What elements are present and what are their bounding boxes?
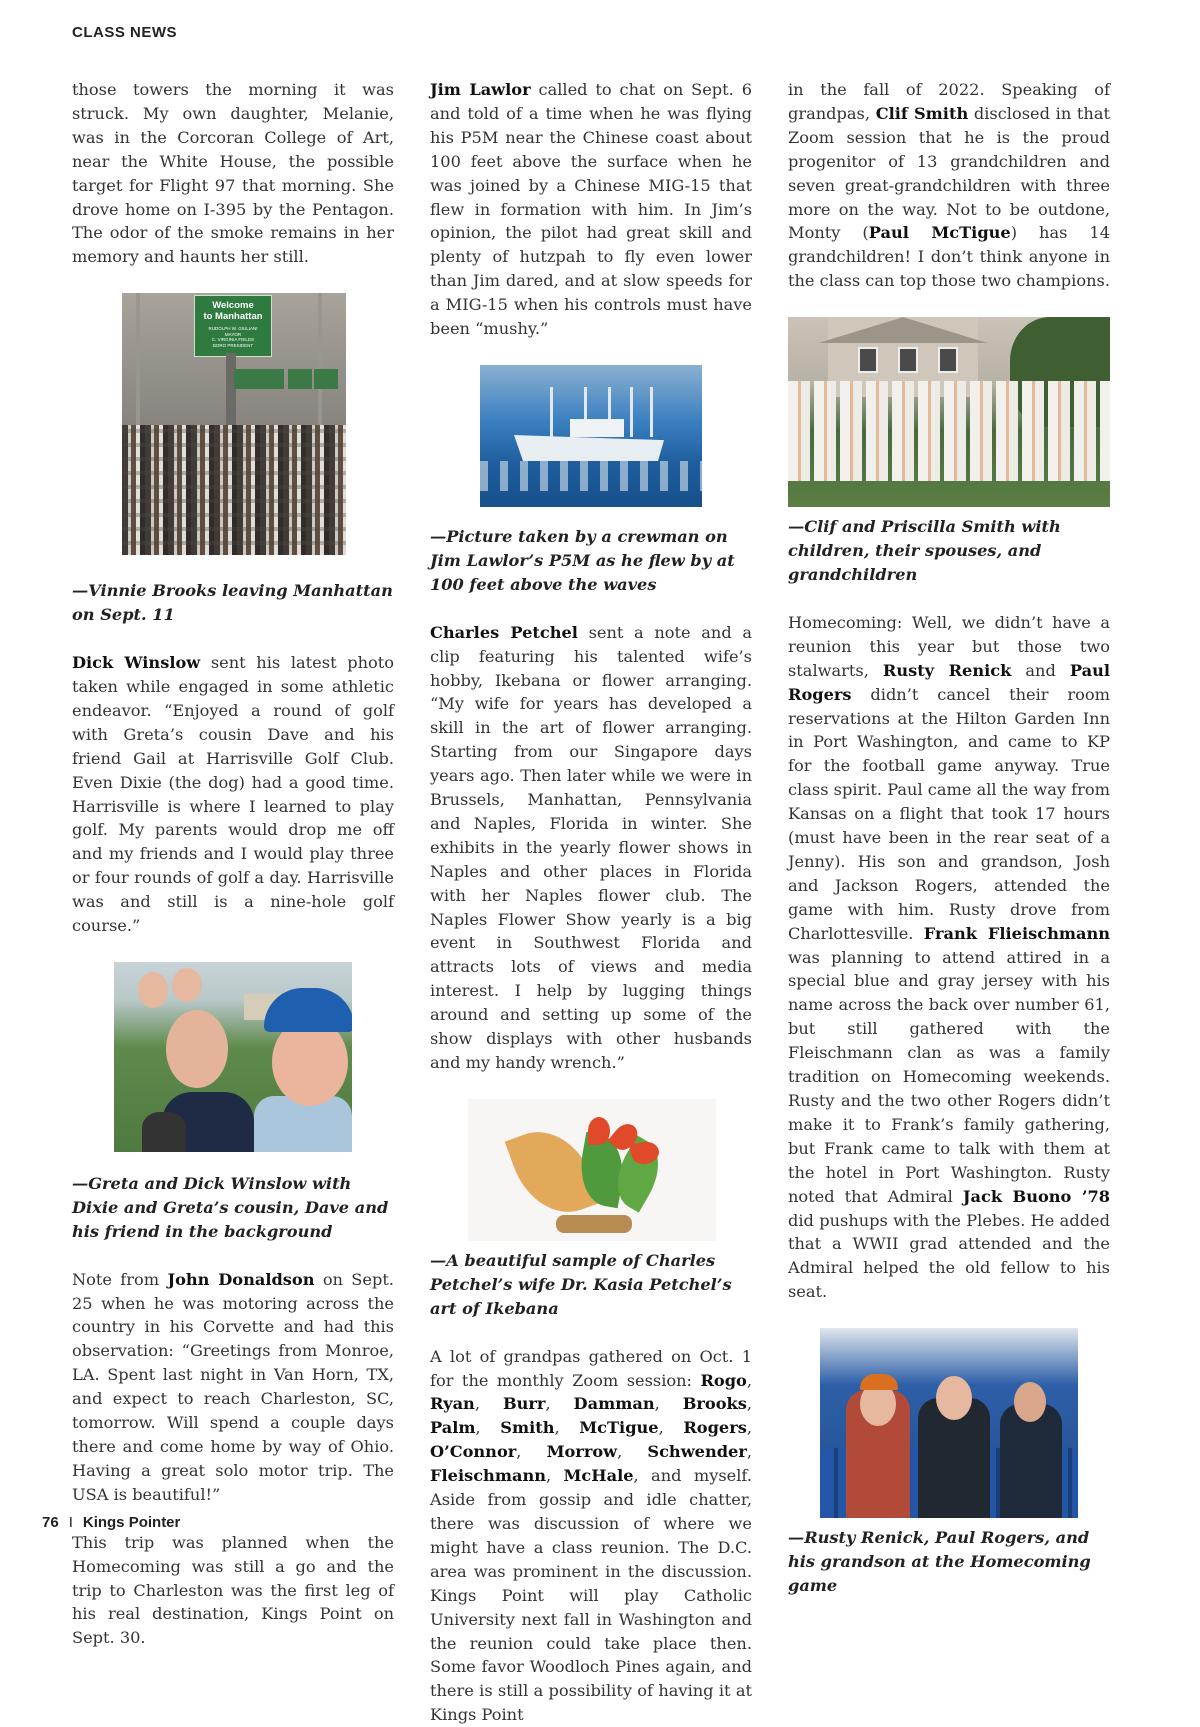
paragraph-text: didn’t cancel their room reservations at the Hilton Garden Inn in Port Washington, and came to KP for the football game anyway. True class spirit. Paul came all the way from Kansas on a flight that took 17 hours (must have been in the rear seat of a Jenny). His son and grandson, Josh and Jackson Rogers, attended the game with him. Rusty drove from Charlottesville. bbox=[788, 684, 1110, 943]
orange-cap bbox=[860, 1374, 898, 1390]
person-name: Dick Winslow bbox=[72, 653, 201, 673]
person-name: Jim Lawlor bbox=[430, 80, 531, 99]
crowd-shading bbox=[122, 425, 346, 555]
column-3 bbox=[788, 78, 1110, 1598]
photo-caption: —Picture taken by a crewman on Jim Lawlor’s P5M as he flew by at 100 feet above the waves bbox=[430, 526, 735, 594]
person-name: John Donaldson bbox=[167, 1269, 315, 1289]
person-name: Schwender bbox=[647, 1442, 747, 1462]
sign-small-line: MAYOR bbox=[224, 331, 242, 337]
person-name: Palm bbox=[430, 1418, 476, 1438]
dog bbox=[142, 1112, 186, 1152]
column-1 bbox=[72, 78, 394, 1650]
paragraph-text: sent a note and a clip featuring his talented wife’s hobby, Ikebana or flower arranging. “My wife for years has developed a skill in the art of flower arranging. Starting from our Singapore days years ago. Then later while we were in Brussels, Manhattan, Pennsylvania and Naples, Florida in winter. She exhibits in the yearly flower shows in Naples and other places in Florida with her Naples flower club. The Naples Flower Show yearly is a big event in Southwest Florida and attracts lots of views and media interest. I help by lugging things around and setting up some of the show displays with other husbands and my handy wrench.” bbox=[430, 622, 752, 1072]
paragraph bbox=[788, 611, 1110, 1304]
paragraph bbox=[430, 78, 752, 341]
paragraph-text: did pushups with the Plebes. He added that a WWII grad attended and the Admiral helped the old fellow to his seat. bbox=[788, 1210, 1110, 1302]
paragraph bbox=[430, 621, 752, 1075]
window bbox=[898, 347, 918, 373]
person-name: Ryan bbox=[430, 1394, 475, 1414]
person-name: Paul Rogers bbox=[788, 660, 1110, 704]
photo-ship bbox=[480, 365, 702, 507]
paragraph-text: ) has 14 grandchildren! I don’t think anyone in the class can top those two champions. bbox=[788, 223, 1111, 291]
publication-name: Kings Pointer bbox=[82, 1514, 181, 1531]
section-header: CLASS NEWS bbox=[72, 24, 178, 41]
paragraph: A lot of grandpas gathered on Oct. 1 for the monthly Zoom session: Rogo, Ryan, Burr, Damman, Brooks, Palm, Smith, McTigue, Rogers, O’Connor, Morrow, Schwender, Fleischmann, McHale, and myself. Aside from gossip and idle chatter, there was discussion of where we might have a class reunion. The D.C. area was prominent in the discussion. Kings Point will play Catholic University next fall in Washington and the reunion could take place then. Some favor Woodloch Pines again, and there is still a possibility of having it at Kings Point bbox=[430, 1346, 753, 1725]
person-head bbox=[1014, 1382, 1046, 1422]
photo-bridge-crowd bbox=[122, 293, 346, 555]
paragraph-text: Homecoming: Well, we didn’t have a reunion this year but those two stalwarts, bbox=[788, 612, 1110, 680]
person-name: Smith bbox=[500, 1418, 555, 1438]
paragraph: This trip was planned when the Homecoming was still a go and the trip to Charleston was the first leg of his real destination, Kings Point on Sept. 30. bbox=[72, 1532, 394, 1648]
paragraph-text: sent his latest photo taken while engaged in some athletic endeavor. “Enjoyed a round of golf with Greta’s cousin Dave and his friend Gail at Harrisville Golf Club. Even Dixie (the dog) had a good time. Harrisville is where I learned to play golf. My parents would drop me off and my friends and I would play three or four rounds of golf a day. Harrisville was and still is a nine-hole golf course.” bbox=[72, 653, 394, 936]
person-name: Rogo bbox=[700, 1370, 747, 1390]
photo-homecoming-game bbox=[820, 1328, 1078, 1518]
paragraph-text: on Sept. 25 when he was motoring across the country in his Corvette and had this observation: “Greetings from Monroe, LA. Spent last night in Van Horn, TX, and expect to reach Charleston, SC, tomorrow. Will spend a couple days there and come home by way of Ohio. Having a great solo motor trip. The USA is beautiful!” bbox=[72, 1269, 394, 1504]
road-sign bbox=[234, 369, 284, 389]
person-name: Charles Petchel bbox=[430, 622, 578, 642]
person-name: Paul McTigue bbox=[868, 223, 1011, 243]
person-name: McTigue bbox=[579, 1418, 659, 1438]
column-2 bbox=[430, 78, 752, 1727]
sign-line: to Manhattan bbox=[203, 311, 263, 323]
person-head bbox=[172, 968, 202, 1002]
paragraph-text: was planning to attend attired in a special blue and gray jersey with his name across the back over number 61, but still gathered with the Fleischmann clan as was a family tradition on Homecoming weekends. Rusty and the two other Rogers didn’t make it to Frank’s family gathering, but Frank came to talk with them at the hotel in Port Washington. Rusty noted that Admiral bbox=[788, 947, 1110, 1206]
person-name: Rogers bbox=[683, 1418, 747, 1438]
photo-caption: —Greta and Dick Winslow with Dixie and Greta’s cousin, Dave and his friend in the background bbox=[72, 1173, 389, 1241]
person-name: Jack Buono ’78 bbox=[962, 1186, 1110, 1206]
window bbox=[858, 347, 878, 373]
person-name: Rusty Renick bbox=[882, 660, 1012, 680]
page-number: 76 bbox=[42, 1514, 59, 1531]
person-face bbox=[166, 1010, 228, 1088]
page-footer bbox=[42, 1514, 180, 1531]
ship-cabin bbox=[570, 419, 624, 437]
ship-wake bbox=[480, 461, 702, 491]
paragraph: those towers the morning it was struck. My own daughter, Melanie, was in the Corcoran College of Art, near the White House, the possible target for Flight 97 that morning. She drove home on I-395 by the Pentagon. The odor of the smoke remains in her memory and haunts her still. bbox=[72, 80, 394, 267]
person-name: Fleischmann bbox=[430, 1466, 546, 1486]
person-name: Frank Flieischmann bbox=[923, 923, 1110, 943]
photo-caption: —A beautiful sample of Charles Petchel’s wife Dr. Kasia Petchel’s art of Ikebana bbox=[430, 1250, 732, 1318]
paragraph-text: , and myself. Aside from gossip and idle chatter, there was discussion of where we might have a class reunion. The D.C. area was prominent in the discussion. Kings Point will play Catholic University next fall in Washington and the reunion could take place then. Some favor Woodloch Pines again, and there is still a possibility of having it at Kings Point bbox=[430, 1466, 752, 1725]
photo-golf-selfie bbox=[114, 962, 352, 1152]
person-name: Burr bbox=[502, 1394, 546, 1414]
rock-base bbox=[556, 1215, 632, 1233]
road-sign bbox=[314, 369, 338, 389]
photo-family bbox=[788, 317, 1110, 507]
road-sign bbox=[288, 369, 312, 389]
ship-mast bbox=[550, 387, 553, 437]
ship-mast bbox=[630, 387, 633, 437]
sign-small-line: RUDOLPH W. GIULIANI bbox=[208, 326, 258, 332]
ship-mast bbox=[650, 387, 653, 437]
paragraph-text: Note from bbox=[72, 1269, 168, 1289]
paragraph-text: called to chat on Sept. 6 and told of a time when he was flying his P5M near the Chinese coast about 100 feet above the surface when he was joined by a Chinese MIG-15 that flew in formation with him. In Jim’s opinion, the pilot had great skill and plenty of hutzpah to fly even lower than Jim dared, and at slow speeds for a MIG-15 when his controls must have been “mushy.” bbox=[430, 80, 753, 339]
paragraph bbox=[788, 78, 1110, 293]
paragraph bbox=[72, 651, 394, 938]
paragraph-text: in the fall of 2022. Speaking of grandpas, bbox=[788, 80, 1110, 123]
footer-separator: I bbox=[68, 1514, 73, 1531]
ship-hull bbox=[514, 435, 664, 461]
paragraph bbox=[72, 1268, 394, 1507]
person-name: Clif Smith bbox=[875, 103, 969, 123]
person-name: Morrow bbox=[546, 1442, 618, 1462]
photo-caption: —Clif and Priscilla Smith with children, their spouses, and grandchildren bbox=[788, 517, 1061, 584]
photo-ikebana bbox=[468, 1099, 716, 1241]
paragraph-text: and bbox=[1011, 660, 1070, 680]
welcome-sign bbox=[194, 295, 272, 357]
window bbox=[938, 347, 958, 373]
person-name: O’Connor bbox=[430, 1442, 517, 1462]
paragraph-text: disclosed in that Zoom session that he is the proud progenitor of 13 grandchildren and seven great-grandchildren with three more on the way. Not to be outdone, Monty ( bbox=[788, 103, 1111, 243]
sign-line: Welcome bbox=[212, 300, 254, 312]
person-name: Damman bbox=[573, 1394, 655, 1414]
sign-small-line: BORO PRESIDENT bbox=[212, 342, 254, 348]
photo-caption: —Rusty Renick, Paul Rogers, and his grandson at the Homecoming game bbox=[788, 1528, 1091, 1595]
family-group bbox=[788, 381, 1110, 481]
person-head bbox=[138, 972, 168, 1008]
person-name: McHale bbox=[563, 1466, 634, 1486]
sign-small-line: C. VIRGINIA FIELDS bbox=[211, 337, 255, 343]
person-head bbox=[936, 1376, 972, 1420]
photo-caption: —Vinnie Brooks leaving Manhattan on Sept. 11 bbox=[72, 581, 393, 625]
person-name: Brooks bbox=[682, 1394, 747, 1414]
paragraph-text: A lot of grandpas gathered on Oct. 1 for the monthly Zoom session: bbox=[430, 1346, 752, 1390]
